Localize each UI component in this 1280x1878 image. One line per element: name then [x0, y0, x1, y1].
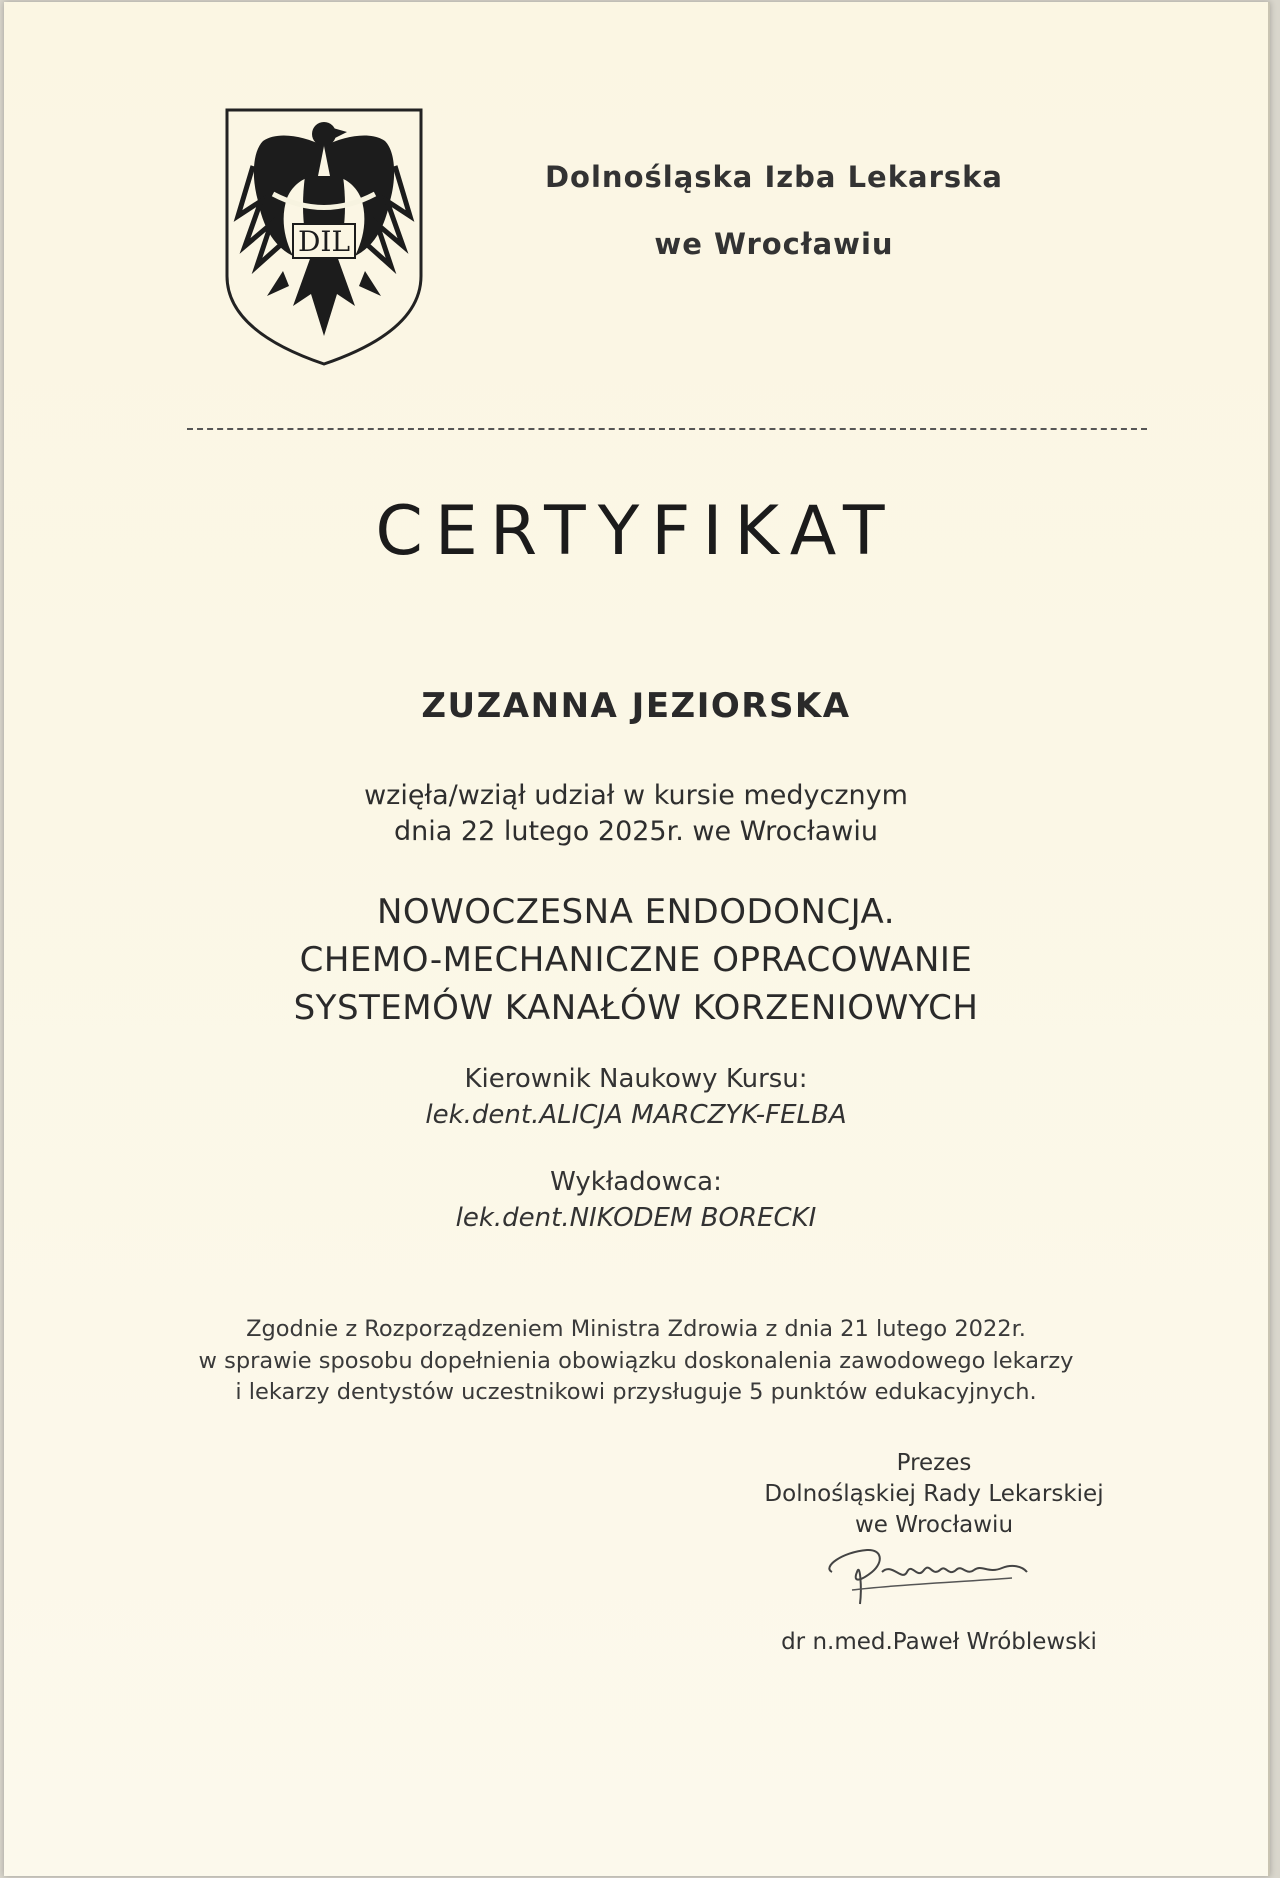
- participation-line-2: dnia 22 lutego 2025r. we Wrocławiu: [394, 816, 878, 847]
- signatory-title: Prezes: [896, 1450, 972, 1476]
- legal-line-3: i lekarzy dentystów uczestnikowi przysługuje 5 punktów edukacyjnych.: [235, 1379, 1037, 1405]
- course-title-line-2: CHEMO-MECHANICZNE OPRACOWANIE: [299, 940, 973, 980]
- director-name: lek.dent.ALICJA MARCZYK-FELBA: [425, 1100, 847, 1130]
- lecturer-name: lek.dent.NIKODEM BORECKI: [455, 1203, 817, 1233]
- lecturer-label: Wykładowca:: [550, 1167, 722, 1197]
- organization-name: Dolnośląska Izba Lekarska: [544, 160, 1003, 194]
- signatory-name: dr n.med.Paweł Wróblewski: [781, 1629, 1097, 1655]
- certificate-title: CERTYFIKAT: [375, 492, 897, 571]
- legal-line-2: w sprawie sposobu dopełnienia obowiązku doskonalenia zawodowego lekarzy: [198, 1348, 1074, 1374]
- recipient-name: ZUZANNA JEZIORSKA: [421, 686, 851, 726]
- director-label: Kierownik Naukowy Kursu:: [464, 1064, 808, 1094]
- signatory-city: we Wrocławiu: [854, 1512, 1014, 1538]
- certificate-page: [4, 2, 1270, 1876]
- legal-line-1: Zgodnie z Rozporządzeniem Ministra Zdrowia z dnia 21 lutego 2022r.: [246, 1316, 1026, 1342]
- eagle-crest-icon: [223, 106, 425, 368]
- dashed-divider: [187, 428, 1147, 430]
- svg-text:DIL: DIL: [297, 225, 351, 258]
- participation-line-1: wzięła/wziął udział w kursie medycznym: [364, 780, 908, 811]
- course-title-line-1: NOWOCZESNA ENDODONCJA.: [376, 892, 896, 932]
- signatory-council: Dolnośląskiej Rady Lekarskiej: [764, 1481, 1104, 1507]
- handwritten-signature: [812, 1532, 1042, 1617]
- course-title-line-3: SYSTEMÓW KANAŁÓW KORZENIOWYCH: [293, 988, 979, 1028]
- organization-city: we Wrocławiu: [654, 227, 894, 261]
